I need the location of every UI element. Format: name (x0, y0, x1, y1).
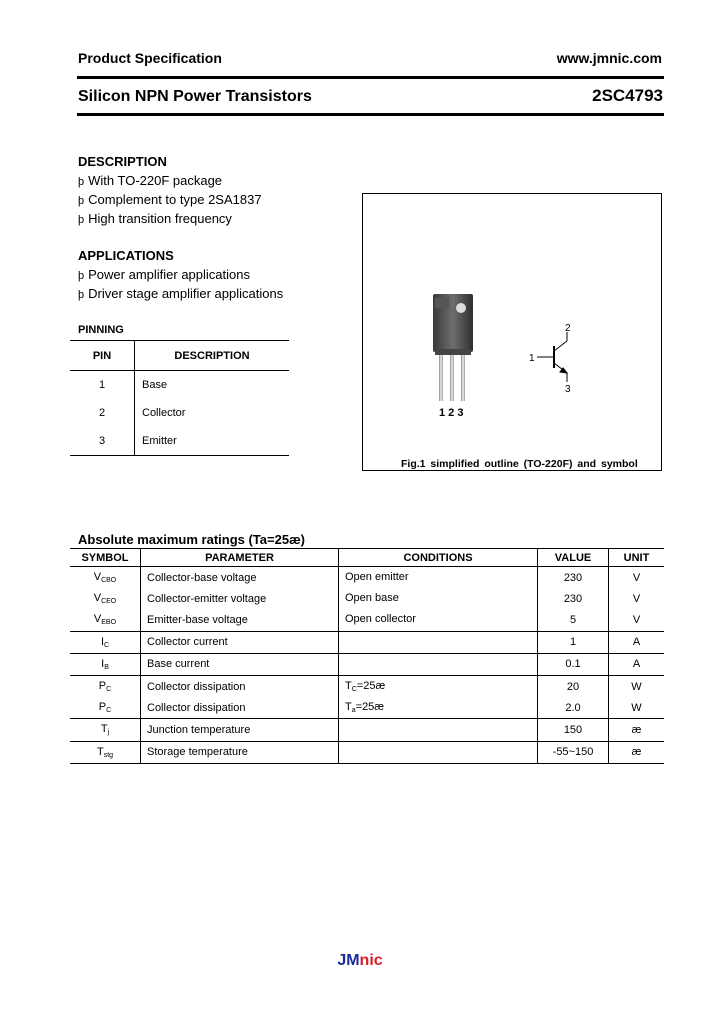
symbol-collector-label: 2 (565, 323, 571, 334)
unit-cell: W (609, 697, 665, 719)
value-column-header: VALUE (538, 549, 609, 567)
parameter-cell: Junction temperature (141, 719, 339, 741)
unit-cell: W (631, 680, 642, 693)
conditions-cell (339, 631, 538, 653)
symbol-cell: $P_C$ (70, 697, 141, 719)
unit-cell: V (632, 571, 641, 584)
symbol-cell: $V_{CEO}$ (70, 588, 141, 609)
value-cell: 150 (538, 719, 609, 741)
table-row (70, 719, 664, 741)
pinning-table (70, 340, 289, 456)
unit-cell: æ (609, 719, 665, 741)
symbol-cell: $T_{stg}$ (70, 741, 141, 763)
value-cell: 230 (538, 567, 609, 589)
value-cell: 230 (538, 588, 609, 609)
symbol-cell: $I_B$ (70, 653, 141, 675)
pin-number: 1 (70, 371, 135, 400)
figure-box (362, 193, 662, 471)
pin-number: 2 (70, 399, 135, 427)
value-cell: 0.1 (538, 653, 609, 675)
bullet-mark: þ (78, 270, 85, 282)
unit-cell: æ (609, 741, 665, 763)
figure-caption: Fig.1 simplified outline (TO-220F) and symbol (401, 458, 638, 470)
table-row (70, 675, 664, 697)
parameter-cell: Base current (141, 653, 339, 675)
applications-heading: APPLICATIONS (78, 248, 174, 263)
unit-cell: V (609, 609, 665, 631)
website: www.jmnic.com (556, 50, 662, 66)
parameter-cell: Collector dissipation (141, 675, 339, 697)
table-row (70, 427, 289, 456)
parameter-cell: Emitter-base voltage (141, 609, 339, 631)
description-item: þ With TO-220F package (78, 173, 223, 188)
symbol-column-header: SYMBOL (70, 549, 141, 567)
conditions-cell (339, 719, 538, 741)
pin-description: Collector (142, 407, 186, 419)
description-column-header: DESCRIPTION (135, 341, 290, 371)
pinning-header-row (70, 341, 289, 371)
package-outline-illustration (363, 194, 661, 454)
application-item: þ Driver stage amplifier applications (78, 286, 284, 301)
conditions-cell: $T_a=25æ$ (339, 697, 538, 719)
pin-column-header: PIN (70, 341, 135, 371)
value-cell: 20 (538, 675, 609, 697)
unit-cell: A (609, 631, 665, 653)
unit-cell: A (609, 653, 665, 675)
description-item: þ High transition frequency (78, 211, 232, 226)
table-row (70, 399, 289, 427)
table-row (70, 631, 664, 653)
conditions-cell: Open collector (339, 609, 538, 631)
ratings-heading: Absolute maximum ratings (Ta=25æ) (78, 532, 305, 547)
pin-number: 3 (70, 427, 135, 456)
symbol-cell: $P_C$ (70, 675, 141, 697)
lead-2 (450, 355, 454, 401)
bullet-mark: þ (78, 289, 85, 301)
doc-type: Product Specification (78, 50, 222, 66)
lead-labels: 1 2 3 (439, 407, 464, 419)
pin-description: Emitter (135, 427, 290, 456)
conditions-cell: Open emitter (339, 567, 538, 589)
parameter-cell: Collector-emitter voltage (141, 588, 339, 609)
mounting-hole (456, 303, 466, 313)
bullet-mark: þ (78, 195, 85, 207)
ratings-header-row (70, 549, 664, 567)
symbol-cell: $T_j$ (70, 719, 141, 741)
pin-description: Base (135, 371, 290, 400)
parameter-cell: Collector-base voltage (141, 567, 339, 589)
conditions-column-header: CONDITIONS (339, 549, 538, 567)
value-cell: -55~150 (538, 741, 609, 763)
conditions-cell: Open base (339, 588, 538, 609)
parameter-cell: Collector current (141, 631, 339, 653)
application-item: þ Power amplifier applications (78, 267, 250, 282)
lead-3 (461, 355, 465, 401)
brand-logo: JMnic (337, 952, 383, 969)
parameter-cell: Collector dissipation (141, 697, 339, 719)
table-row (70, 588, 664, 609)
package-tab (435, 298, 449, 308)
symbol-emitter-label: 3 (565, 384, 571, 395)
subheader-rule (77, 113, 664, 116)
description-item: þ Complement to type 2SA1837 (78, 192, 262, 207)
unit-cell: V (632, 592, 641, 605)
symbol-cell: $V_{EBO}$ (70, 609, 141, 631)
conditions-cell (339, 741, 538, 763)
parameter-column-header: PARAMETER (141, 549, 339, 567)
parameter-cell: Storage temperature (141, 741, 339, 763)
pinning-heading: PINNING (78, 324, 124, 336)
table-row (70, 609, 664, 631)
table-row (70, 697, 664, 719)
npn-transistor-symbol (537, 332, 567, 382)
value-cell: 2.0 (538, 697, 609, 719)
bullet-mark: þ (78, 214, 85, 226)
value-cell: 5 (538, 609, 609, 631)
package-base (435, 349, 471, 355)
table-row (70, 653, 664, 675)
conditions-cell (339, 653, 538, 675)
unit-column-header: UNIT (609, 549, 665, 567)
table-row (70, 741, 664, 763)
part-number: 2SC4793 (592, 86, 663, 105)
table-row (70, 371, 289, 400)
value-cell: 1 (538, 631, 609, 653)
conditions-cell: $T_C=25æ$ (339, 675, 538, 697)
bullet-mark: þ (78, 176, 85, 188)
symbol-cell: $V_{CBO}$ (70, 567, 141, 589)
table-row (70, 567, 664, 589)
product-title: Silicon NPN Power Transistors (78, 88, 312, 105)
symbol-base-label: 1 (529, 353, 535, 364)
symbol-cell: $I_C$ (70, 631, 141, 653)
description-heading: DESCRIPTION (78, 154, 167, 169)
ratings-table (70, 548, 664, 764)
lead-1 (439, 355, 443, 401)
header-rule (77, 76, 664, 79)
